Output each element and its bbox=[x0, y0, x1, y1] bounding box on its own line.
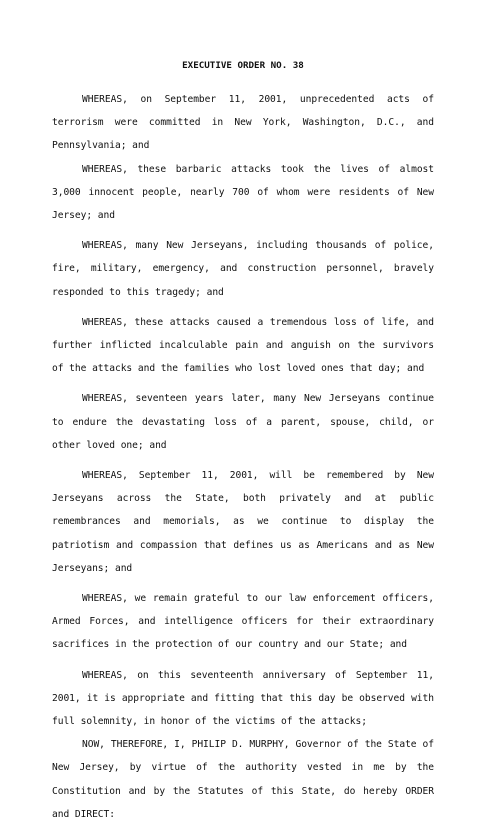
document-title: EXECUTIVE ORDER NO. 38 bbox=[182, 60, 304, 71]
whereas-paragraph-responders: WHEREAS, many New Jerseyans, including thousands of police, fire, military, emergency, and construction personnel, bravely responded to this tragedy; and bbox=[52, 240, 434, 298]
whereas-paragraph-gratitude: WHEREAS, we remain grateful to our law enforcement officers, Armed Forces, and intelligence officers for their extraordinary sacrifices in the protection of our country and our State; and bbox=[52, 593, 434, 651]
order-paragraph-now-therefore: NOW, THEREFORE, I, PHILIP D. MURPHY, Governor of the State of New Jersey, by virtue of the authority vested in me by the Constitution and by the Statutes of this State, do hereby ORDER and DIRECT: bbox=[52, 739, 434, 820]
whereas-paragraph-seventeen-years: WHEREAS, seventeen years later, many New Jerseyans continue to endure the devastating loss of a parent, spouse, child, or other loved one; and bbox=[52, 393, 434, 451]
whereas-paragraph-anniversary: WHEREAS, on this seventeenth anniversary of September 11, 2001, it is appropriate and fitting that this day be observed with full solemnity, in honor of the victims of the attacks; bbox=[52, 669, 434, 728]
whereas-paragraph-remembrance: WHEREAS, September 11, 2001, will be remembered by New Jerseyans across the State, both privately and at public remembrances and memorials, as we continue to display the patriotism and compassion that defines us as Americans and as New Jerseyans; and bbox=[52, 470, 434, 574]
whereas-paragraph-lives-lost: WHEREAS, these barbaric attacks took the lives of almost 3,000 innocent people, nearly 700 of whom were residents of New Jersey; and bbox=[52, 163, 434, 222]
whereas-paragraph-terrorism: WHEREAS, on September 11, 2001, unprecedented acts of terrorism were committed in New York, Washington, D.C., and Pennsylvania; and bbox=[52, 94, 434, 152]
document-body bbox=[52, 88, 434, 833]
whereas-paragraph-loss-of-life: WHEREAS, these attacks caused a tremendous loss of life, and further inflicted incalculable pain and anguish on the survivors of the attacks and the families who lost loved ones that day; and bbox=[52, 316, 434, 375]
